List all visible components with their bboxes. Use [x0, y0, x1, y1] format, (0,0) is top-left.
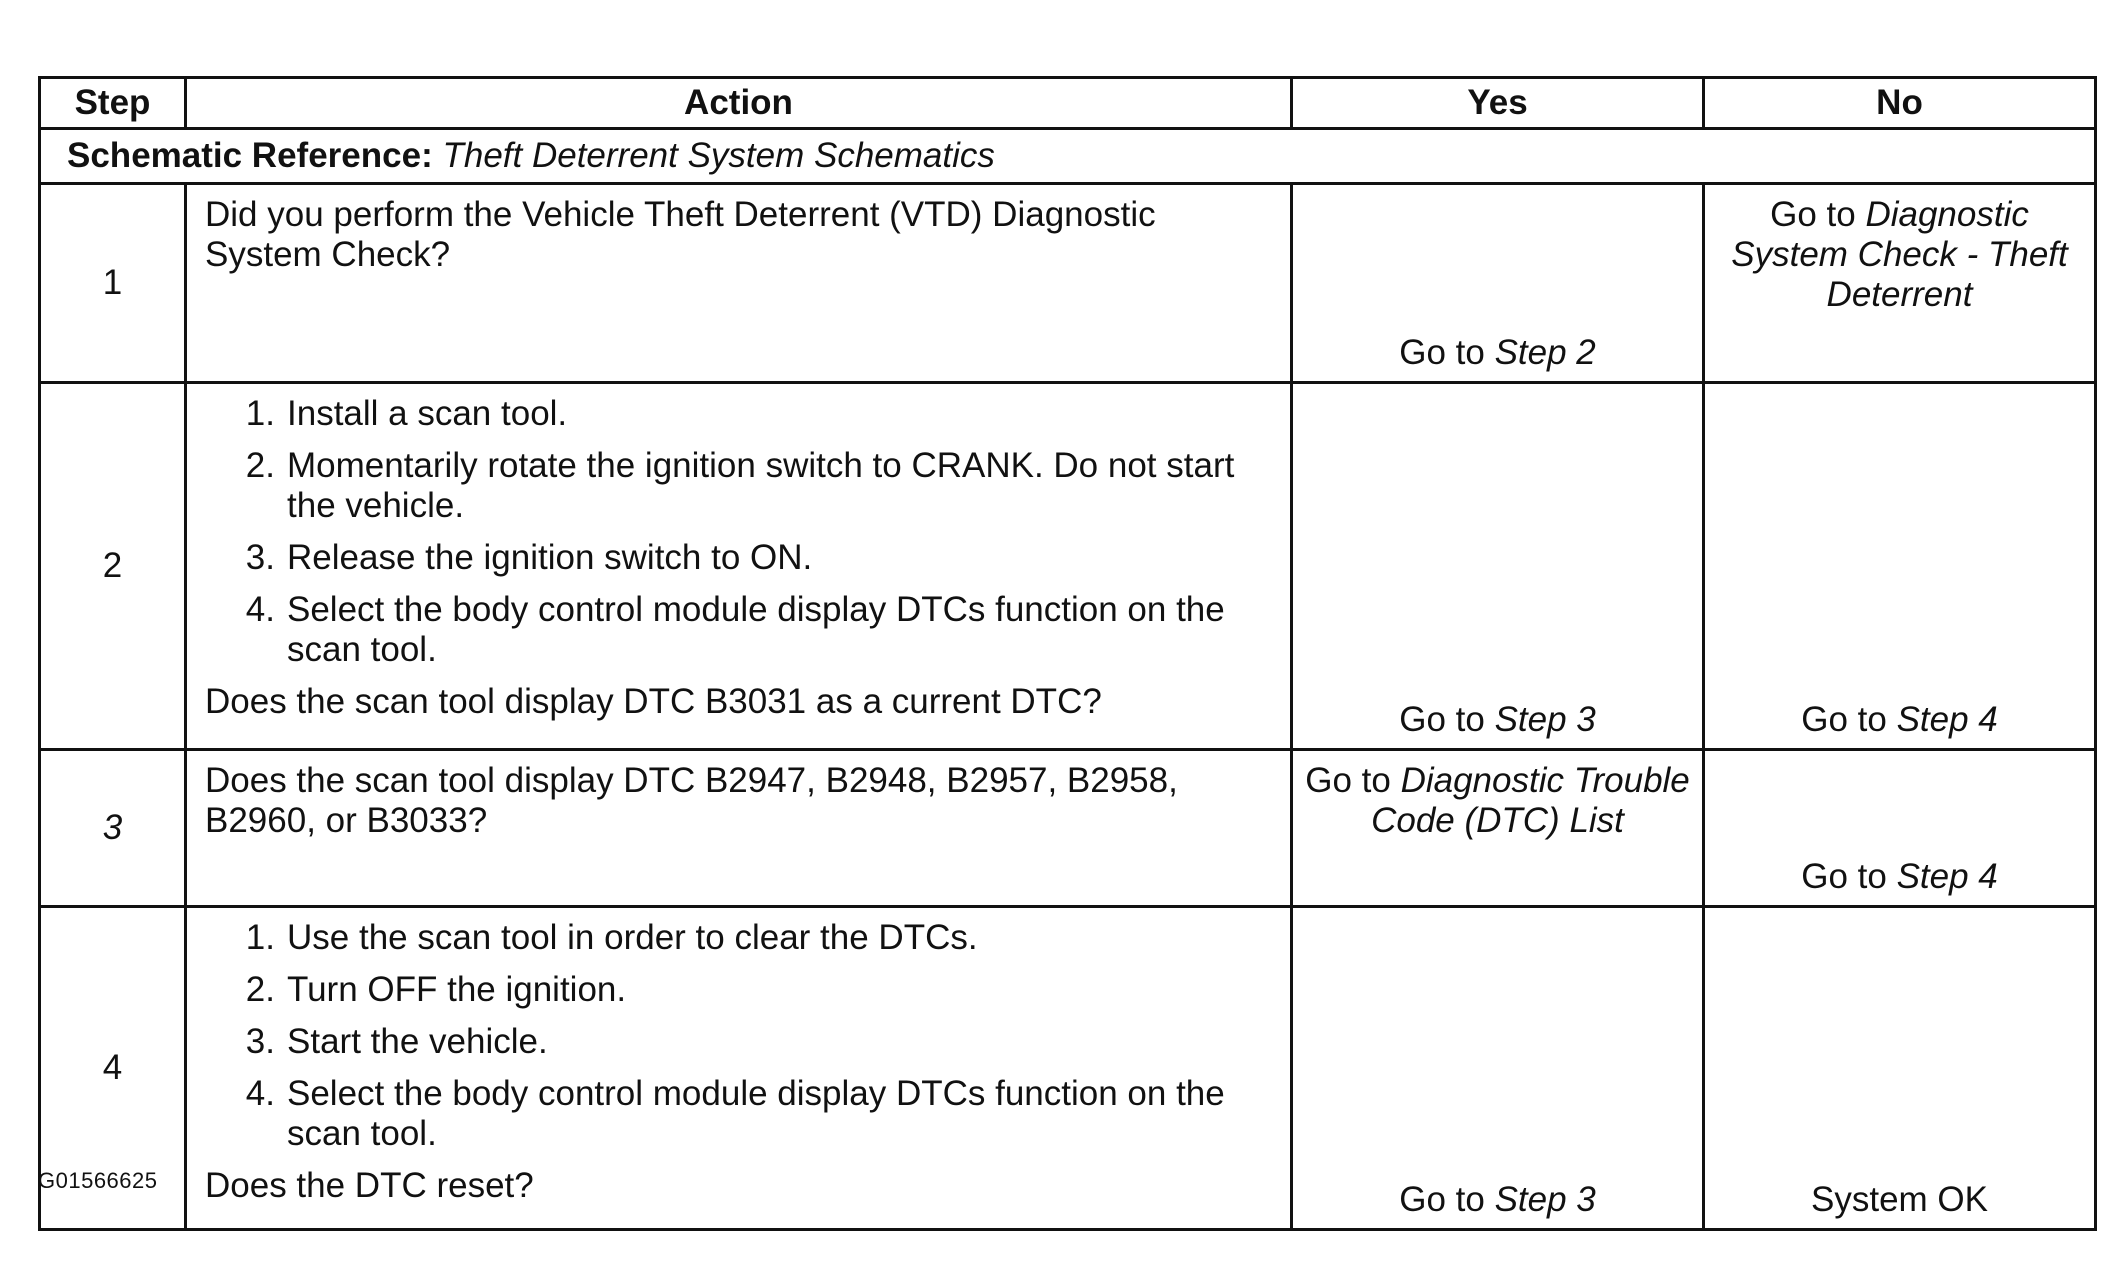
list-item — [205, 1074, 1274, 1154]
goto-step-link[interactable]: Step 4 — [1896, 857, 1998, 896]
list-item — [205, 918, 1274, 958]
action-cell — [186, 184, 1292, 383]
action-question: Does the scan tool display DTC B2947, B2948, B2957, B2958, B2960, or B3033? — [205, 761, 1178, 840]
list-item — [205, 590, 1274, 670]
step-number: 4 — [40, 907, 186, 1230]
list-item — [205, 446, 1274, 526]
goto-step-link[interactable]: Step 4 — [1896, 700, 1998, 739]
list-number: 1. — [245, 394, 275, 433]
goto-label: Go to — [1399, 700, 1485, 739]
list-item — [205, 538, 1274, 578]
action-question: Did you perform the Vehicle Theft Deterrent (VTD) Diagnostic System Check? — [205, 195, 1156, 274]
list-text: Release the ignition switch to ON. — [287, 538, 813, 577]
list-text: Turn OFF the ignition. — [287, 970, 627, 1009]
header-step: Step — [40, 78, 186, 129]
goto-label: Go to — [1801, 857, 1887, 896]
list-number: 4. — [245, 1074, 275, 1113]
goto-label: Go to — [1399, 1180, 1485, 1219]
action-cell — [186, 383, 1292, 750]
action-cell — [186, 750, 1292, 907]
schematic-reference — [40, 129, 2096, 184]
no-cell — [1704, 184, 2096, 383]
action-list — [205, 394, 1274, 670]
header-action: Action — [186, 78, 1292, 129]
goto-label: Go to — [1770, 195, 1856, 234]
goto-label: Go to — [1801, 700, 1887, 739]
table-row — [40, 383, 2096, 750]
list-item — [205, 1022, 1274, 1062]
goto-step-link[interactable]: Step 2 — [1494, 333, 1596, 372]
goto-label: Go to — [1305, 761, 1391, 800]
list-item — [205, 394, 1274, 434]
yes-cell — [1292, 907, 1704, 1230]
list-text: Select the body control module display DTCs function on the scan tool. — [287, 1074, 1225, 1153]
action-cell — [186, 907, 1292, 1230]
no-cell — [1704, 907, 2096, 1230]
table-row — [40, 184, 2096, 383]
header-row — [40, 78, 2096, 129]
no-cell — [1704, 383, 2096, 750]
no-cell — [1704, 750, 2096, 907]
step-number: 2 — [40, 383, 186, 750]
list-number: 4. — [245, 590, 275, 629]
list-item — [205, 970, 1274, 1010]
table-row — [40, 750, 2096, 907]
schematic-row — [40, 129, 2096, 184]
yes-cell — [1292, 750, 1704, 907]
action-list — [205, 918, 1274, 1154]
list-number: 3. — [245, 538, 275, 577]
list-text: Momentarily rotate the ignition switch to CRANK. Do not start the vehicle. — [287, 446, 1235, 525]
schematic-label: Schematic Reference: — [67, 136, 433, 175]
header-yes: Yes — [1292, 78, 1704, 129]
header-no: No — [1704, 78, 2096, 129]
goto-step-link[interactable]: Step 3 — [1494, 1180, 1596, 1219]
schematic-link[interactable]: Theft Deterrent System Schematics — [442, 136, 995, 175]
list-text: Start the vehicle. — [287, 1022, 548, 1061]
list-number: 3. — [245, 1022, 275, 1061]
list-text: Install a scan tool. — [287, 394, 568, 433]
yes-cell — [1292, 184, 1704, 383]
diagnostic-table — [38, 76, 2097, 1231]
action-question: Does the scan tool display DTC B3031 as a current DTC? — [205, 682, 1102, 721]
list-number: 2. — [245, 970, 275, 1009]
step-number: 1 — [40, 184, 186, 383]
yes-cell — [1292, 383, 1704, 750]
goto-label: Go to — [1399, 333, 1485, 372]
system-ok-text: System OK — [1811, 1180, 1988, 1219]
step-number: 3 — [40, 750, 186, 907]
goto-step-link[interactable]: Step 3 — [1494, 700, 1596, 739]
figure-id: G01566625 — [38, 1168, 158, 1193]
list-number: 1. — [245, 918, 275, 957]
goto-dtc-list-link[interactable]: Diagnostic Trouble Code (DTC) List — [1371, 761, 1690, 840]
list-number: 2. — [245, 446, 275, 485]
list-text: Use the scan tool in order to clear the DTCs. — [287, 918, 978, 957]
goto-diagnostic-link[interactable]: Diagnostic System Check - Theft Deterrent — [1731, 195, 2068, 314]
action-question: Does the DTC reset? — [205, 1166, 534, 1205]
list-text: Select the body control module display DTCs function on the scan tool. — [287, 590, 1225, 669]
table-row — [40, 907, 2096, 1230]
